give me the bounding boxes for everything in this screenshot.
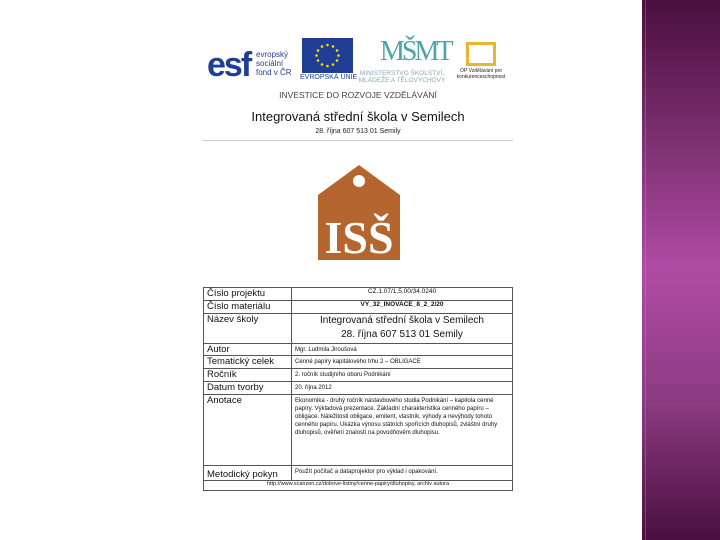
decorative-sidebar [642, 0, 720, 540]
msmt-logo: MŠMT [380, 36, 451, 67]
label: Metodický pokyn [204, 466, 292, 481]
iss-school-logo [318, 165, 400, 265]
value: Ekonomika - druhý ročník nástavbového studia Podnikání – kapitola cenné papíry. Výkladová prezentace. Základní charakteristika cenného papíru – obligace. Náležitosti obligace, emitent, vlastník, výhody a nevýhody tohoto cenného papíru. Ukázka výnosu státních spořících dluhopisů, zvláštní druhy dluhopisů, ověření znalostí na povodňovém dluhopisu. [292, 395, 513, 466]
msmt-text: MINISTERSTVO ŠKOLSTVÍ, MLÁDEŽE A TĚLOVÝCHOVY [358, 70, 446, 84]
value: VY_32_INOVACE_8_2_2/20 [292, 301, 513, 314]
eu-flag-icon [302, 38, 353, 73]
label: Autor [204, 344, 292, 356]
label: Číslo projektu [204, 288, 292, 301]
value: 2. ročník studijního oboru Podnikání [292, 369, 513, 382]
value: Použít počítač a dataprojektor pro výklad i opakování. [292, 466, 513, 481]
label: Číslo materiálu [204, 301, 292, 314]
school-title: Integrovaná střední škola v Semilech [251, 109, 465, 124]
op-logo-icon [466, 42, 496, 66]
esf-logo: esf [207, 46, 251, 84]
school-address: 28. října 607 513 01 Semily [315, 128, 401, 135]
label: Ročník [204, 369, 292, 382]
value: Cenné papíry kapitálového trhu 2 – OBLIGACE [292, 356, 513, 369]
label: Datum tvorby [204, 382, 292, 395]
label: Název školy [204, 314, 292, 344]
value: CZ.1.07/1.5.00/34.0240 [292, 288, 513, 301]
investice-slogan: INVESTICE DO ROZVOJE VZDĚLÁVÁNÍ [279, 90, 437, 100]
label: Anotace [204, 395, 292, 466]
divider [203, 140, 513, 141]
esf-text: evropský sociální fond v ČR [256, 50, 292, 77]
source-footer: http://www.scanzen.cz/dobove-listiny/cenne-papiry/dluhopisy, archiv autora [204, 481, 513, 491]
label: Tematický celek [204, 356, 292, 369]
op-text: OP Vzdělávání pro konkurenceschopnost [456, 68, 506, 80]
eu-text: EVROPSKÁ UNIE [300, 74, 358, 81]
value: Mgr. Ludmila Jiroušová [292, 344, 513, 356]
value: Integrovaná střední škola v Semilech 28. října 607 513 01 Semily [292, 314, 513, 344]
svg-text:ISŠ: ISŠ [324, 212, 394, 260]
value: 20. října 2012 [292, 382, 513, 395]
project-info-table [203, 287, 513, 491]
